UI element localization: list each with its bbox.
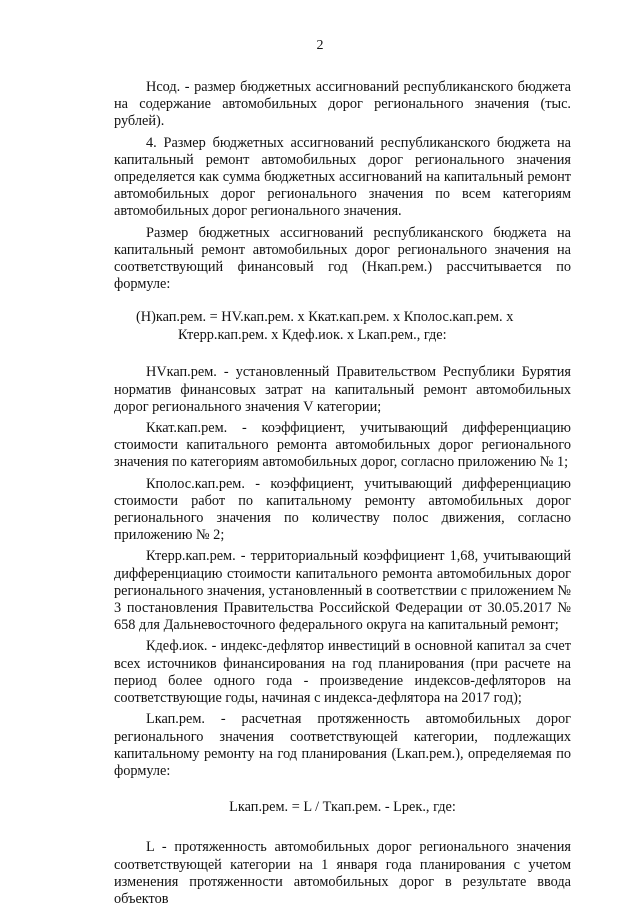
definition-paragraph: Ккат.кап.рем. - коэффициент, учитывающий дифференциацию стоимости капитального ремонта автомобильных дорог регионального значения по категориям автомобильных дорог, согласно приложению № 1; — [114, 420, 571, 471]
continuation-section — [114, 839, 571, 908]
document-body — [114, 79, 571, 912]
intro-section — [114, 79, 571, 293]
definition-paragraph: Ктерр.кап.рем. - территориальный коэффициент 1,68, учитывающий дифференциацию стоимости капитального ремонта автомобильных дорог регионального значения, установленный в соответствии с приложением № 3 постановления Правительства Российской Федерации от 30.05.2017 № 658 для Дальневосточного федерального округа на капитальный ремонт; — [114, 548, 571, 634]
page-number: 2 — [316, 38, 324, 53]
definition-paragraph: Кдеф.иок. - индекс-дефлятор инвестиций в основной капитал за счет всех источников финансирования на год планирования (при расчете на период более одного года - произведение индексов-дефляторов на соответствующие годы, начиная с индекса-дефлятора на 2017 год); — [114, 638, 571, 707]
definition-paragraph: Lкап.рем. - расчетная протяженность автомобильных дорог регионального значения соответствующей категории, подлежащих капитальному ремонту на год планирования (Lкап.рем.), определяемая по формуле: — [114, 711, 571, 779]
formula-line-1: (Н)кап.рем. = HV.кап.рем. x Ккат.кап.рем. x Кполос.кап.рем. x — [136, 309, 514, 326]
paragraph: L - протяженность автомобильных дорог регионального значения соответствующей категории на 1 января года планирования с учетом изменения протяженности автомобильных дорог в результате ввода объектов — [114, 839, 571, 907]
paragraph: 4. Размер бюджетных ассигнований республиканского бюджета на капитальный ремонт автомобильных дорог регионального значения определяется как сумма бюджетных ассигнований на капитальный ремонт автомобильных дорог регионального значения по всем категориям автомобильных дорог регионального значения. — [114, 134, 571, 220]
formula-capital-repair-cost — [114, 309, 571, 344]
definition-paragraph: Кполос.кап.рем. - коэффициент, учитывающий дифференциацию стоимости работ по капитальному ремонту автомобильных дорог регионального значения по количеству полос движения, согласно приложению № 2; — [114, 475, 571, 544]
definitions-section — [114, 364, 571, 780]
formula-line-2: Ктерр.кап.рем. x Кдеф.иок. x Lкап.рем., где: — [178, 326, 447, 343]
paragraph: Размер бюджетных ассигнований республиканского бюджета на капитальный ремонт автомобильных дорог регионального значения на соответствующий финансовый год (Нкап.рем.) рассчитывается по формуле: — [114, 224, 571, 293]
formula-length: Lкап.рем. = L / Ткап.рем. - Lрек., где: — [229, 799, 456, 816]
definition-paragraph: HVкап.рем. - установленный Правительством Республики Бурятия норматив финансовых затрат на капитальный ремонт автомобильных дорог регионального значения V категории; — [114, 364, 571, 415]
paragraph: Нсод. - размер бюджетных ассигнований республиканского бюджета на содержание автомобильных дорог регионального значения (тыс. рублей). — [114, 79, 571, 130]
